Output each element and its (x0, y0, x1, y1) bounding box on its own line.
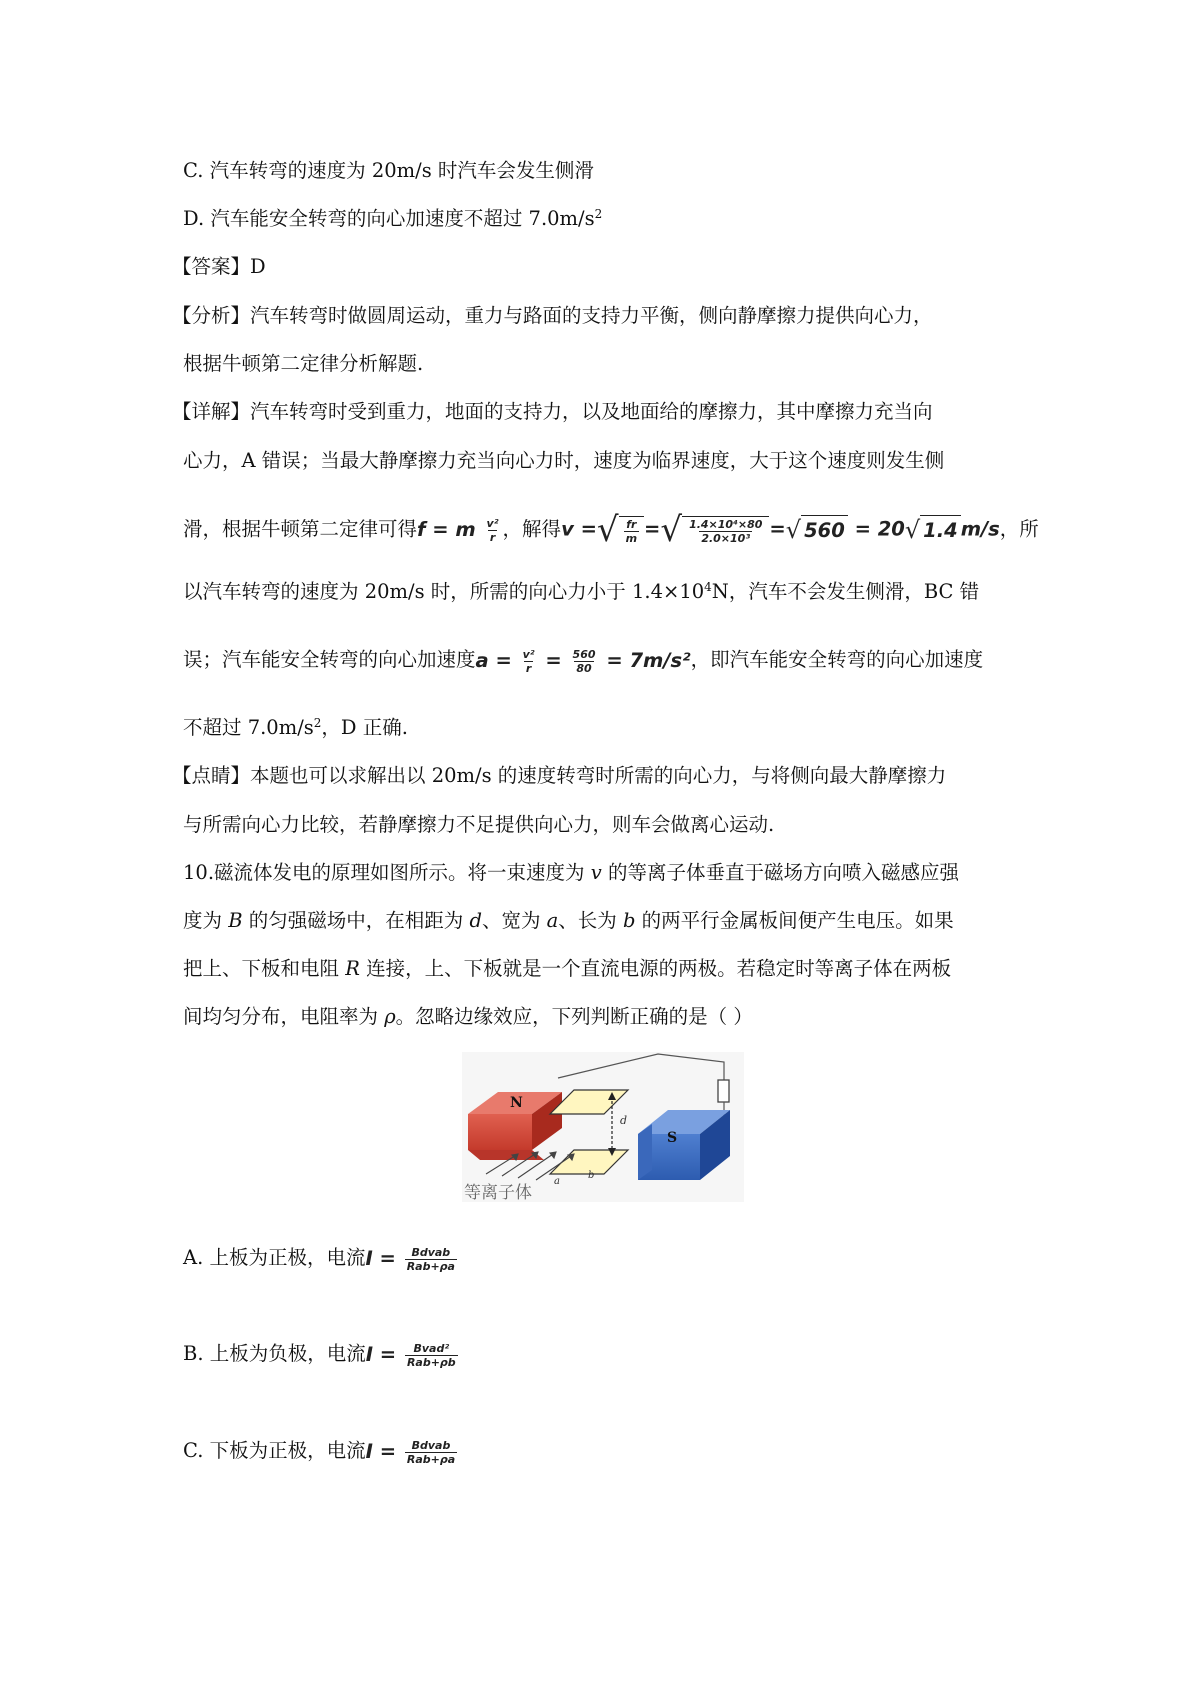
question-text: 10.磁流体发电的原理如图所示。将一束速度为 (183, 861, 591, 884)
detail-tag: 【详解】 (172, 400, 251, 423)
option-label: D. (183, 207, 205, 230)
radicand: 560 (801, 515, 848, 545)
square-root: √ 1.4 (905, 513, 961, 547)
option-label: C. (183, 1439, 204, 1462)
square-root: √ $\frac{\text{1.4×10⁴×80}}{\text{2.0×10³}}$ (660, 513, 769, 547)
variable-v: v (590, 861, 602, 884)
fraction (571, 648, 598, 675)
fraction-numerator: 1.4×10⁴×80 (689, 517, 763, 531)
superscript: 2 (313, 716, 322, 730)
square-root: √ $\frac{fr}{m}$ (597, 513, 644, 547)
fraction (687, 518, 764, 545)
fraction (405, 1246, 457, 1273)
equation-lhs: I = (365, 1246, 396, 1270)
option-a (183, 1244, 459, 1273)
remark-line-2 (183, 811, 774, 839)
fraction-denominator: 80 (576, 661, 592, 675)
equation-lhs: I = (365, 1439, 397, 1463)
fraction-numerator: fr (626, 517, 637, 531)
label-b: b (588, 1170, 595, 1181)
question-text: 把上、下板和电阻 (183, 957, 346, 980)
analysis-line-1 (172, 302, 933, 330)
fraction-numerator: Bdvab (411, 1245, 451, 1259)
equation-current (366, 1245, 459, 1273)
fraction-denominator: Rab+ρa (406, 1259, 455, 1273)
equation-lhs: I = (365, 1342, 397, 1366)
detail-text: 以汽车转弯的速度为 20m/s 时，所需的向心力小于 1.4×10 (183, 580, 705, 603)
option-c (183, 1437, 459, 1466)
equation-friction (417, 516, 503, 544)
fraction-denominator: m (625, 531, 638, 545)
equation-velocity (561, 510, 1000, 550)
detail-line-1 (172, 398, 933, 426)
question-text: 的两平行金属板间便产生电压。如果 (635, 909, 954, 932)
remark-text: 本题也可以求解出以 20m/s 的速度转弯时所需的向心力，与将侧向最大静摩擦力 (250, 764, 947, 787)
option-d-previous (183, 205, 602, 233)
variable-b-field: B (228, 909, 243, 932)
variable-r: R (345, 957, 360, 980)
question-10-line-1 (183, 859, 959, 887)
question-10-line-3 (183, 955, 951, 983)
option-c-previous (183, 157, 594, 185)
question-10-line-4 (183, 1003, 753, 1031)
answer-tag: 【答案】 (172, 255, 251, 278)
equation-lhs: v = (561, 517, 597, 541)
question-text: 的匀强磁场中，在相距为 (242, 909, 470, 932)
mhd-generator-diagram (462, 1052, 744, 1202)
remark-tag: 【点睛】 (172, 764, 251, 787)
detail-text: ，D 正确. (321, 716, 408, 739)
question-text: 的等离子体垂直于磁场方向喷入磁感应强 (601, 861, 959, 884)
question-text: 、长为 (558, 909, 623, 932)
equation-lhs: f = m (417, 518, 476, 541)
s-pole-label: S (667, 1130, 678, 1146)
question-text: 、宽为 (481, 909, 547, 932)
fraction-denominator: r (489, 531, 496, 544)
fraction (624, 518, 639, 545)
fraction-denominator: r (525, 661, 532, 675)
option-b (183, 1340, 460, 1369)
equation-current (366, 1438, 459, 1466)
detail-line-2 (183, 447, 944, 475)
variable-rho: ρ (384, 1005, 396, 1028)
question-text: 连接，上、下板就是一个直流电源的两极。若稳定时等离子体在两板 (359, 957, 952, 980)
equation-result: = 20 (854, 517, 905, 541)
equals-sign: = (769, 517, 786, 541)
radicand: 1.4 (920, 515, 961, 545)
detail-text: ，即汽车能安全转弯的向心加速度 (690, 648, 984, 671)
variable-a: a (546, 909, 559, 932)
variable-b: b (622, 909, 636, 932)
fraction-denominator: Rab+ρb (406, 1355, 456, 1369)
n-pole-label: N (510, 1095, 523, 1111)
analysis-text: 汽车转弯时做圆周运动，重力与路面的支持力平衡，侧向静摩擦力提供向心力， (250, 304, 933, 327)
option-label: A. (183, 1246, 204, 1269)
detail-text: ，所 (999, 517, 1039, 541)
detail-text: 不超过 7.0m/s (183, 716, 314, 739)
detail-text: N，汽车不会发生侧滑，BC 错 (711, 580, 980, 603)
remark-line-1 (172, 762, 946, 790)
equals-sign: = (545, 648, 562, 672)
n-magnet-front (468, 1114, 532, 1150)
superscript: 4 (704, 580, 712, 594)
fraction-numerator: Bdvab (411, 1438, 451, 1452)
fraction-numerator: Bvad² (413, 1341, 450, 1355)
detail-line-5 (183, 646, 983, 675)
square-root: √ 560 (786, 513, 848, 547)
unit: m/s (960, 517, 1000, 541)
detail-text: 误；汽车能安全转弯的向心加速度 (183, 648, 476, 671)
question-text: 。忽略边缘效应，下列判断正确的是（ ） (395, 1005, 753, 1028)
option-label: C. (183, 159, 204, 182)
answer-line (172, 253, 266, 281)
equation-result: = 7m/s² (606, 648, 691, 672)
detail-text: 滑，根据牛顿第二定律可得 (183, 517, 418, 541)
fraction (405, 1342, 458, 1369)
equation-acceleration (476, 647, 691, 675)
equation-lhs: a = (475, 648, 512, 672)
detail-text: 心力，A 错误；当最大静摩擦力充当向心力时，速度为临界速度，大于这个速度则发生侧 (183, 449, 945, 472)
analysis-line-2 (183, 350, 423, 378)
option-text: 下板为正极，电流 (209, 1439, 366, 1462)
detail-line-3 (183, 510, 1039, 550)
fraction-denominator: 2.0×10³ (701, 531, 751, 545)
variable-d: d (469, 909, 482, 932)
equals-sign: = (644, 517, 661, 541)
equation-current (366, 1341, 460, 1369)
label-d: d (620, 1114, 628, 1127)
fraction-denominator: Rab+ρa (406, 1452, 456, 1466)
question-text: 间均匀分布，电阻率为 (183, 1005, 385, 1028)
label-a: a (554, 1176, 560, 1187)
detail-line-6 (183, 714, 408, 742)
fraction (405, 1439, 457, 1466)
analysis-text: 根据牛顿第二定律分析解题. (183, 352, 424, 375)
fraction-numerator: v² (486, 517, 499, 530)
fraction-numerator: 560 (572, 647, 596, 661)
option-label: B. (183, 1342, 204, 1365)
fraction-numerator: v² (522, 647, 535, 661)
option-text: 上板为负极，电流 (209, 1342, 366, 1365)
detail-text: ，解得 (502, 517, 562, 541)
remark-text: 与所需向心力比较，若静摩擦力不足提供向心力，则车会做离心运动. (183, 813, 775, 836)
question-10-line-2 (183, 907, 954, 935)
option-text: 上板为正极，电流 (209, 1246, 366, 1269)
analysis-tag: 【分析】 (172, 304, 251, 327)
option-text: 汽车转弯的速度为 20m/s 时汽车会发生侧滑 (209, 159, 594, 182)
fraction (485, 517, 501, 544)
fraction (521, 648, 537, 675)
detail-text: 汽车转弯时受到重力，地面的支持力，以及地面给的摩擦力，其中摩擦力充当向 (250, 400, 933, 423)
detail-line-4 (183, 578, 979, 606)
option-text: 汽车能安全转弯的向心加速度不超过 7.0m/s (210, 207, 595, 230)
resistor (718, 1080, 729, 1102)
plasma-caption: 等离子体 (464, 1183, 532, 1202)
answer-value: D (250, 255, 266, 278)
superscript: 2 (594, 207, 603, 221)
question-text: 度为 (183, 909, 229, 932)
